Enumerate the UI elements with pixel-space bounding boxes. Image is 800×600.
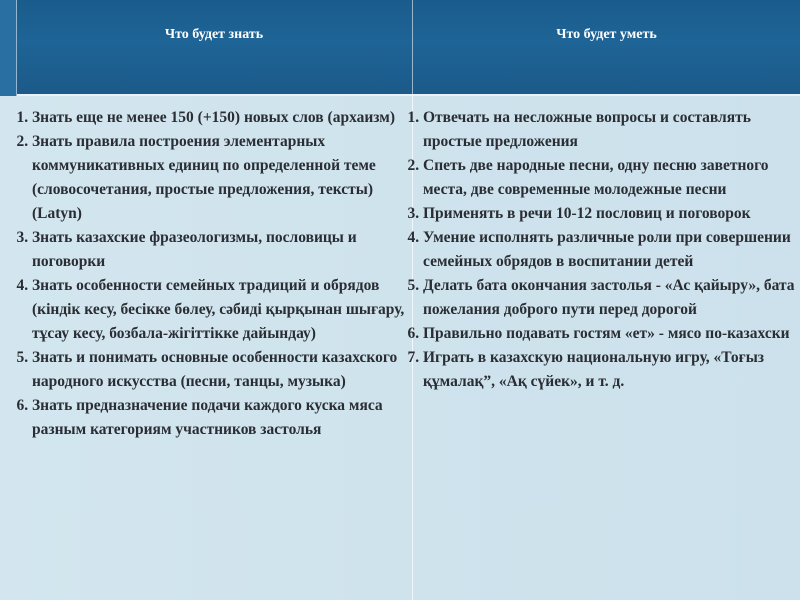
know-list bbox=[10, 106, 408, 442]
can-item-4: 4. Умение исполнять различные роли при совершении семейных обрядов в воспитании детей bbox=[423, 226, 797, 274]
can-item-3: 3. Применять в речи 10-12 пословиц и поговорок bbox=[423, 202, 797, 226]
know-item-6: 6. Знать предназначение подачи каждого куска мяса разным категориям участников застолья bbox=[32, 394, 408, 442]
column-can bbox=[401, 106, 797, 394]
can-item-6: 6. Правильно подавать гостям «ет» - мясо по-казахски bbox=[423, 322, 797, 346]
table-header bbox=[0, 0, 800, 96]
know-item-4: 4. Знать особенности семейных традиций и обрядов (кіндік кесу, бесікке бөлеу, сәбиді қырқынан шығару, тұсау кесу, бозбала-жігіттікке дайындау) bbox=[32, 274, 408, 346]
header-stub-cell bbox=[0, 0, 17, 96]
header-divider bbox=[412, 0, 413, 96]
column-know bbox=[10, 106, 408, 442]
can-item-7: 7. Играть в казахскую национальную игру, «Тоғыз құмалақ”, «Ақ сүйек», и т. д. bbox=[423, 346, 797, 394]
know-item-5: 5. Знать и понимать основные особенности казахского народного искусства (песни, танцы, музыка) bbox=[32, 346, 408, 394]
can-item-1: 1. Отвечать на несложные вопросы и составлять простые предложения bbox=[423, 106, 797, 154]
know-item-2: 2. Знать правила построения элементарных коммуникативных единиц по определенной теме (словосочетания, простые предложения, тексты) (Latyn) bbox=[32, 130, 408, 226]
can-list bbox=[401, 106, 797, 394]
table-body bbox=[0, 96, 800, 600]
know-item-1: 1. Знать еще не менее 150 (+150) новых слов (архаизм) bbox=[32, 106, 408, 130]
can-item-5: 5. Делать бата окончания застолья - «Ас қайыру», бата пожелания доброго пути перед дорогой bbox=[423, 274, 797, 322]
can-item-2: 2. Спеть две народные песни, одну песню заветного места, две современные молодежные песни bbox=[423, 154, 797, 202]
header-what-will-can: Что будет уметь bbox=[556, 27, 657, 42]
header-what-will-know: Что будет знать bbox=[164, 27, 264, 42]
know-item-3: 3. Знать казахские фразеологизмы, пословицы и поговорки bbox=[32, 226, 408, 274]
